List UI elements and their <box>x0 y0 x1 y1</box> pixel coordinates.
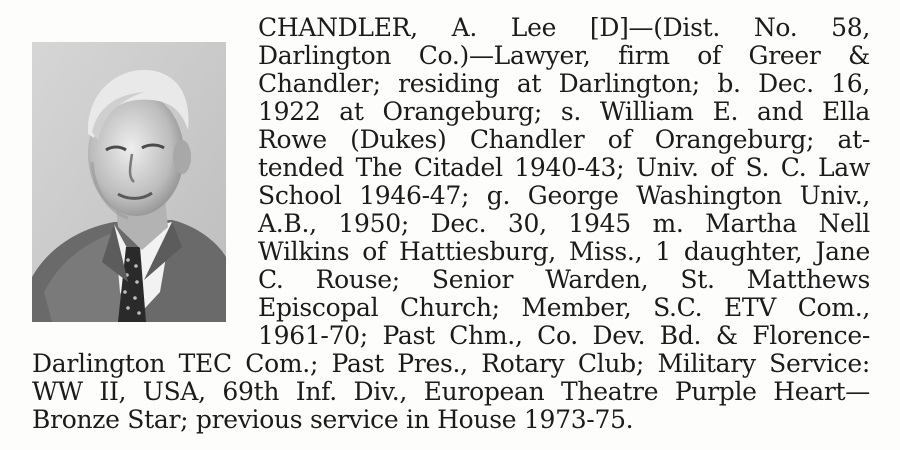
portrait-photo <box>32 42 226 322</box>
biography-line: Episcopal Church; Member, S.C. ETV Com., <box>258 293 870 322</box>
biography-line: School 1946-47; g. George Washington Univ., <box>258 181 870 210</box>
biography-line: Chandler; residing at Darlington; b. Dec. 16, <box>258 69 870 98</box>
biography-line: C. Rouse; Senior Warden, St. Matthews <box>258 265 870 294</box>
biography-line: Darlington Co.)—Lawyer, firm of Greer & <box>258 41 870 70</box>
biography-line: Bronze Star; previous service in House 1973-75. <box>32 405 634 434</box>
biography-line: Wilkins of Hattiesburg, Miss., 1 daughter, Jane <box>258 237 870 266</box>
biography-line: Rowe (Dukes) Chandler of Orangeburg; at- <box>258 125 870 154</box>
biography-line: 1961-70; Past Chm., Co. Dev. Bd. & Florence- <box>258 321 870 350</box>
biography-line: A.B., 1950; Dec. 30, 1945 m. Martha Nell <box>258 209 870 238</box>
biography-line: tended The Citadel 1940-43; Univ. of S. C. Law <box>258 153 870 182</box>
biography-line: 1922 at Orangeburg; s. William E. and Ella <box>258 97 870 126</box>
biography-line: WW II, USA, 69th Inf. Div., European Theatre Purple Heart— <box>32 377 870 406</box>
biography-line: CHANDLER, A. Lee [D]—(Dist. No. 58, <box>258 13 870 42</box>
biography-line: Darlington TEC Com.; Past Pres., Rotary Club; Military Service: <box>32 349 870 378</box>
